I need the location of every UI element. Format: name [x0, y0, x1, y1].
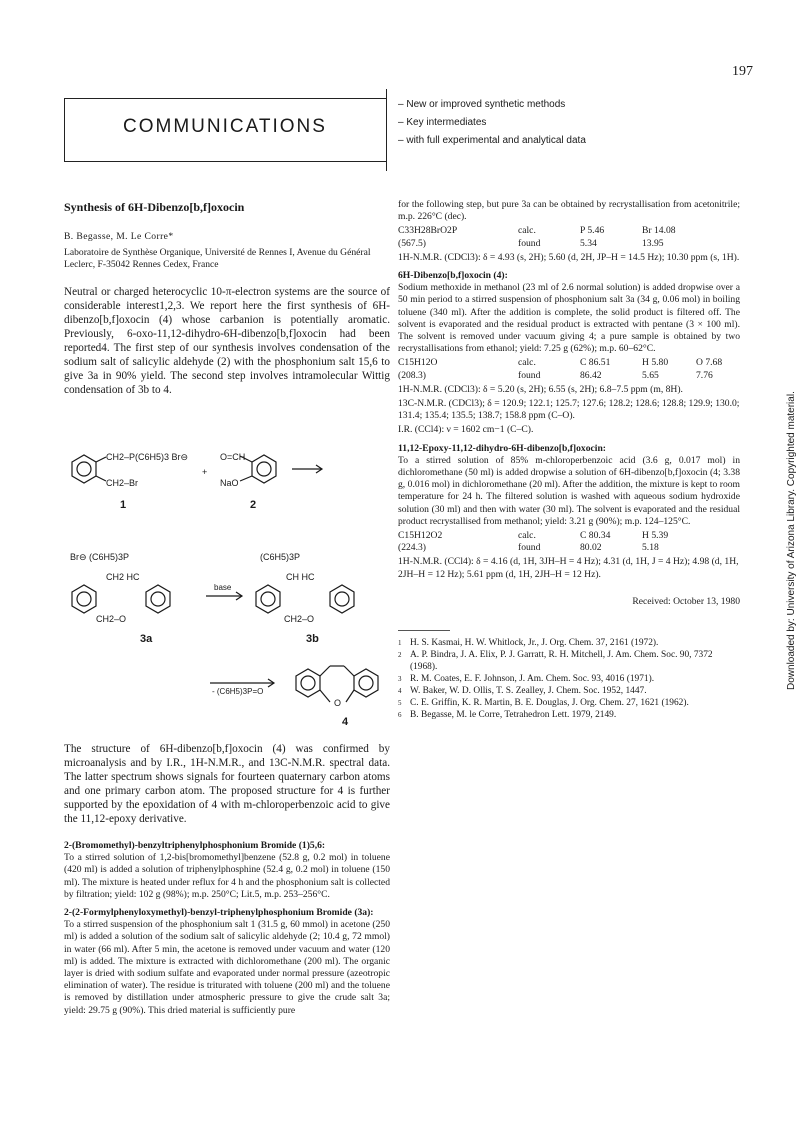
p1-text: To a stirred solution of 1,2-bis[bromomethyl]benzene (52.8 g, 0.2 mol) in toluene (420 ml) is added a solution of triphenylphosphine (52.4 g, 0.2 mol) in toluene (150 ml). The mixture is heated under reflux for 4 h and the phosphonium salt is collected by filtration; yield: 102 g (98%); m.p. 250°C; Lit.5, m.p. 253–256°C.	[64, 852, 390, 900]
reference-item: 6 B. Begasse, M. le Corre, Tetrahedron Lett. 1979, 2149.	[398, 709, 617, 720]
reference-item: 2 A. P. Bindra, J. A. Elix, P. J. Garratt, R. H. Mitchell, J. Am. Chem. Soc. 90, 7372 (1968).	[398, 649, 713, 672]
download-watermark	[786, 370, 796, 690]
section-title: COMMUNICATIONS	[123, 116, 327, 137]
p2-title: 2-(2-Formylphenyloxymethyl)-benzyl-triphenylphosphonium Bromide (3a):	[64, 907, 374, 919]
benzene-ring-3b	[256, 585, 280, 613]
bullet-item: – Key intermediates	[398, 114, 586, 132]
compound-label-3b: 3b	[306, 633, 319, 645]
compound-3b-text-d: CH HC	[286, 572, 315, 582]
conclusion-paragraph: The structure of 6H-dibenzo[b,f]oxocin (4) was confirmed by microanalysis and by I.R., 1H-N.M.R., and 13C-N.M.R. spectral data. The latter spectrum shows signals for fourteen quaternary carbon atoms and one primary carbon atom. The proposed structure for 4 is further supported by the epoxidation of 4 with m-chloroperbenzoic acid to give the 11,12-epoxy derivative.	[64, 743, 390, 825]
nmr-epoxide: 1H-N.M.R. (CCl4): δ = 4.16 (d, 1H, 3JH–H = 4 Hz); 4.31 (d, 1H, J = 4 Hz); 4.98 (d, 1H, 2JH–H = 12 Hz); 5.61 ppm (d, 1H, 2JH–H = 12 Hz).	[398, 556, 739, 580]
reagent-2-text-d: NaO	[220, 478, 239, 488]
compound-3a-text-c: CH2 HC	[106, 572, 140, 582]
p3-title: 6H-Dibenzo[b,f]oxocin (4):	[398, 270, 508, 282]
reaction-scheme	[60, 450, 390, 750]
right-column	[398, 199, 740, 721]
reagent-1-text-a: CH2–P(C6H5)3 Br⊖	[106, 452, 189, 462]
compound-label-1: 1	[120, 499, 127, 511]
analysis-table-3a	[398, 225, 686, 249]
analysis-row: (208.3) found 86.42 5.65 7.76	[398, 369, 713, 381]
plus-sign: +	[202, 467, 208, 477]
compound-3b-text-e: CH2–O	[284, 614, 315, 624]
bullet-item: – New or improved synthetic methods	[398, 96, 586, 114]
reference-item: 4 W. Baker, W. D. Ollis, T. S. Zealley, J. Chem. Soc. 1952, 1447.	[398, 685, 647, 696]
analysis-row: C15H12O calc. C 86.51 H 5.80 O 7.68	[398, 357, 723, 369]
bullet-item: – with full experimental and analytical data	[398, 132, 586, 150]
reference-item: 5 C. E. Griffin, K. R. Martin, B. E. Douglas, J. Org. Chem. 27, 1621 (1962).	[398, 697, 689, 708]
intro-paragraph: Neutral or charged heterocyclic 10-π-electron systems are the source of considerable interest1,2,3. We report here the first synthesis of 6H-dibenzo[b,f]oxocin (4) whose carbanion is potentially aromatic. Previously, 6-oxo-11,12-dihydro-6H-dibenzo[b,f]oxocin had been reported4. The first step of our synthesis involves condensation of the sodium salt of salicylic aldehyde (2) with the phosphonium salt 15,6 to give 3a in 90% yield. The second step involves intramolecular Wittig condensation of 3b to 4.	[64, 286, 390, 396]
p1-title: 2-(Bromomethyl)-benzyltriphenylphosphonium Bromide (1)5,6:	[64, 840, 326, 851]
download-note: Downloaded by: University of Arizona Library. Copyrighted material.	[786, 391, 797, 690]
experimental-p2	[64, 907, 390, 1017]
wittig-reagent: - (C6H5)3P=O	[212, 687, 264, 696]
p4-title: 11,12-Epoxy-11,12-dihydro-6H-dibenzo[b,f]oxocin:	[398, 442, 606, 454]
p2-text: To a stirred suspension of the phosphonium salt 1 (31.5 g, 60 mmol) in acetone (250 ml) is added a solution of the sodium salt of salicylic aldehyde (2; 10.4 g, 72 mmol) in water (66 ml). After 5 min, the acetone is removed under vacuum and water (120 ml) is added. The mixture is extracted with dichloromethane (200 ml). The organic layer is dried with sodium sulfate and evaporated under normal pressure (azeotropic elimination of water). The residue is triturated with toluene (200 ml) and the toluene is removed by distillation under atmospheric pressure to give the crude salt 3a; yield: 29.75 g (90%). This dried material is sufficiently pure	[64, 919, 390, 1016]
benzene-ring-4b	[354, 669, 378, 697]
references-list	[398, 637, 740, 721]
experimental-p4	[398, 443, 740, 528]
p3-text: Sodium methoxide in methanol (23 ml of 2.6 normal solution) is added dropwise over a 50 min period to a stirred suspension of phosphonium salt 3a (34 g, 0.06 mol) in boiling toluene (340 ml). After the addition is complete, the solid product is filtered off. The solvent is evaporated and the residual product is extracted with pentane (3 × 100 ml). The solvent is removed under vacuum giving 4; a pure sample is obtained by two recrystallisations from ethanol; yield: 7.25 g (62%); m.p. 60–62°C.	[398, 282, 740, 355]
reference-item: 3 R. M. Coates, E. F. Johnson, J. Am. Chem. Soc. 93, 4016 (1971).	[398, 673, 655, 684]
left-column-lower	[64, 742, 390, 1017]
reagent-1-text-b: CH2–Br	[106, 478, 139, 488]
base-reagent: base	[214, 583, 232, 592]
p2-continuation: for the following step, but pure 3a can be obtained by recrystallisation from acetonitrile; m.p. 226°C (dec).	[398, 199, 740, 223]
reference-item: 1 H. S. Kasmai, H. W. Whitlock, Jr., J. Org. Chem. 37, 2161 (1972).	[398, 637, 659, 648]
analysis-row: C15H12O2 calc. C 80.34 H 5.39	[398, 530, 669, 542]
benzene-ring-3a-2	[146, 585, 170, 613]
experimental-p3	[398, 270, 740, 355]
cnmr-4: 13C-N.M.R. (CDCl3); δ = 120.9; 122.1; 125.7; 127.6; 128.2; 128.6; 128.8; 129.9; 130.0; 131.4; 135.4; 135.5; 138.7; 158.8 ppm (C–O).	[398, 398, 740, 422]
compound-3a-text-e: CH2–O	[96, 614, 127, 624]
benzene-ring-3b-2	[330, 585, 354, 613]
received-date: Received: October 13, 1980	[632, 595, 740, 607]
analysis-table-4	[398, 357, 732, 381]
compound-3a-text-a: Br⊖ (C6H5)3P	[70, 552, 130, 562]
references-rule	[398, 630, 450, 631]
nmr-4: 1H-N.M.R. (CDCl3): δ = 5.20 (s, 2H); 6.55 (s, 2H); 6.8–7.5 ppm (m, 8H).	[398, 383, 683, 395]
benzene-ring-4a	[296, 669, 320, 697]
benzene-ring-1	[72, 455, 96, 483]
benzene-ring-2	[252, 455, 276, 483]
header-bullets	[398, 96, 586, 150]
compound-label-4: 4	[342, 716, 349, 728]
left-column	[64, 201, 390, 397]
compound-label-2: 2	[250, 499, 257, 511]
nmr-3a: 1H-N.M.R. (CDCl3): δ = 4.93 (s, 2H); 5.60 (d, 2H, JP–H = 14.5 Hz); 10.30 ppm (s, 1H).	[398, 251, 740, 263]
page-number: 197	[732, 64, 753, 79]
analysis-table-epoxide	[398, 530, 678, 554]
ir-4: I.R. (CCl4): ν = 1602 cm−1 (C–C).	[398, 424, 534, 436]
experimental-p1	[64, 840, 390, 901]
authors: B. Begasse, M. Le Corre*	[64, 231, 174, 242]
oxocin-oxygen: O	[334, 698, 342, 708]
compound-label-3a: 3a	[140, 633, 153, 645]
benzene-ring-3a	[72, 585, 96, 613]
analysis-row: (567.5) found 5.34 13.95	[398, 237, 664, 249]
p4-text: To a stirred solution of 85% m-chloroperbenzoic acid (3.6 g, 0.017 mol) in dichloromethane (50 ml) is added dropwise a solution of 6H-dibenzo[b,f]oxocin (4; 3.38 g, 0.016 mol) in dichloromethane (20 ml). After the addition, the mixture is kept to room temperature for 24 h. The filtered solution is washed with aqueous sodium hydroxide solution (30 ml) and then with water (30 ml). The solvent is evaporated and the residual product recrystallised from methanol; yield: 3.21 g (90%); m.p. 124–125°C.	[398, 454, 740, 527]
analysis-row: C33H28BrO2P calc. P 5.46 Br 14.08	[398, 225, 676, 237]
compound-3b-text-b: (C6H5)3P	[260, 552, 301, 562]
article-title: Synthesis of 6H-Dibenzo[b,f]oxocin	[64, 200, 245, 214]
affiliation: Laboratoire de Synthèse Organique, Université de Rennes I, Avenue du Général Leclerc, F-35042 Rennes Cedex, France	[64, 247, 371, 270]
reagent-2-text-c: O=CH	[220, 452, 246, 462]
analysis-row: (224.3) found 80.02 5.18	[398, 542, 659, 554]
